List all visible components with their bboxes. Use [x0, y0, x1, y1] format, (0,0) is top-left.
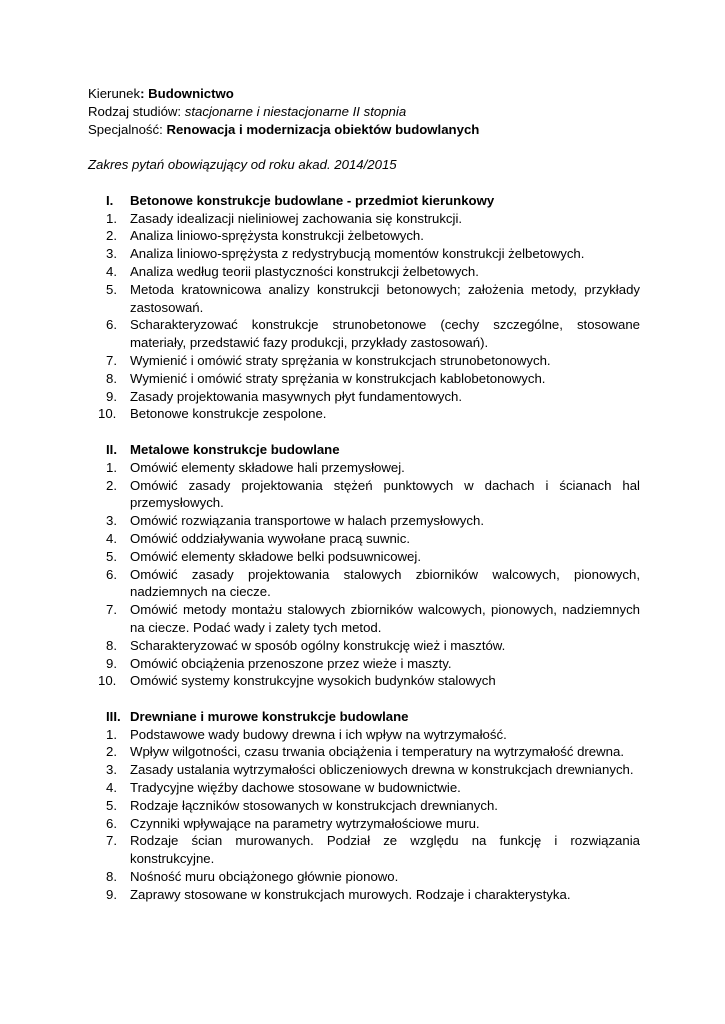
section-title: Metalowe konstrukcje budowlane [130, 441, 340, 457]
section-numeral: I. [106, 192, 114, 208]
item-text: Omówić elementy składowe belki podsuwnicowej. [130, 548, 421, 564]
item-number: 7. [106, 352, 117, 368]
rodzaj-label: Rodzaj studiów: [88, 103, 185, 119]
item-text: Scharakteryzować w sposób ogólny konstrukcję wież i masztów. [130, 637, 506, 653]
list-item [88, 761, 640, 779]
section-numeral: II. [106, 441, 117, 457]
specjalnosc-value: Renowacja i modernizacja obiektów budowlanych [166, 121, 480, 137]
item-text: Omówić elementy składowe hali przemysłowej. [130, 459, 405, 475]
kierunek-label: Kierunek [88, 86, 141, 101]
item-number: 9. [106, 655, 117, 671]
item-number: 10. [98, 673, 117, 689]
list-item [88, 637, 640, 655]
item-number: 4. [106, 530, 117, 546]
sections-container [88, 192, 640, 904]
list-item [88, 726, 640, 744]
item-text: Zaprawy stosowane w konstrukcjach murowych. Rodzaje i charakterystyka. [130, 886, 571, 902]
item-text: Omówić systemy konstrukcyjne wysokich budynków stalowych [130, 673, 496, 689]
list-item [88, 405, 640, 423]
item-number: 9. [106, 388, 117, 404]
item-number: 2. [106, 477, 117, 493]
item-number: 5. [106, 281, 117, 297]
item-number: 6. [106, 317, 117, 333]
item-text: Wymienić i omówić straty sprężania w konstrukcjach strunobetonowych. [130, 352, 551, 368]
item-text: Omówić rozwiązania transportowe w halach przemysłowych. [130, 513, 484, 529]
item-text: Analiza według teorii plastyczności konstrukcji żelbetowych. [130, 263, 479, 279]
item-number: 6. [106, 815, 117, 831]
item-text: Wymienić i omówić straty sprężania w konstrukcjach kablobetonowych. [130, 370, 546, 386]
list-item [88, 210, 640, 228]
list-item [88, 227, 640, 245]
list-item [88, 370, 640, 388]
spacer [88, 138, 640, 156]
item-number: 2. [106, 744, 117, 760]
section-2 [88, 441, 640, 708]
question-list [88, 210, 640, 424]
item-text: Scharakteryzować konstrukcje strunobetonowe (cechy szczególne, stosowane materiały, przedstawić fazy produkcji, przykłady zastosowań). [130, 317, 640, 351]
item-number: 3. [106, 246, 117, 262]
spacer [88, 690, 640, 708]
list-item [88, 477, 640, 513]
item-text: Omówić obciążenia przenoszone przez wieże i maszty. [130, 655, 452, 671]
item-number: 6. [106, 566, 117, 582]
spacer [88, 423, 640, 441]
item-text: Analiza liniowo-sprężysta konstrukcji żelbetowych. [130, 228, 424, 244]
item-text: Wpływ wilgotności, czasu trwania obciążenia i temperatury na wytrzymałość drewna. [130, 744, 624, 760]
item-number: 1. [106, 210, 117, 226]
item-number: 8. [106, 869, 117, 885]
list-item [88, 316, 640, 352]
specjalnosc-line [88, 121, 640, 139]
item-text: Podstawowe wady budowy drewna i ich wpływ na wytrzymałość. [130, 726, 507, 742]
item-text: Rodzaje ścian murowanych. Podział ze względu na funkcję i rozwiązania konstrukcyjne. [130, 833, 640, 867]
section-heading [88, 441, 640, 459]
rodzaj-line [88, 103, 640, 121]
item-number: 8. [106, 370, 117, 386]
zakres-line: Zakres pytań obowiązujący od roku akad. 2014/2015 [88, 157, 397, 173]
item-text: Zasady ustalania wytrzymałości obliczeniowych drewna w konstrukcjach drewnianych. [130, 762, 634, 778]
list-item [88, 352, 640, 370]
item-number: 3. [106, 513, 117, 529]
list-item [88, 779, 640, 797]
list-item [88, 459, 640, 477]
item-number: 3. [106, 762, 117, 778]
question-list [88, 726, 640, 904]
item-text: Zasady idealizacji nieliniowej zachowania się konstrukcji. [130, 210, 463, 226]
item-text: Omówić zasady projektowania stężeń punktowych w dachach i ścianach hal przemysłowych. [130, 477, 640, 511]
rodzaj-value: stacjonarne i niestacjonarne II stopnia [184, 103, 407, 119]
item-text: Omówić zasady projektowania stalowych zbiorników walcowych, pionowych, nadziemnych na ciecze. [130, 566, 640, 600]
list-item [88, 281, 640, 317]
section-numeral: III. [106, 708, 121, 724]
list-item [88, 815, 640, 833]
item-text: Omówić metody montażu stalowych zbiorników walcowych, pionowych, nadziemnych na ciecze. Podać wady i zalety tych metod. [130, 602, 640, 635]
list-item [88, 832, 640, 868]
item-number: 10. [98, 406, 117, 422]
list-item [88, 601, 640, 637]
item-text: Metoda kratownicowa analizy konstrukcji betonowych; założenia metody, przykłady zastosowań. [130, 281, 640, 315]
item-text: Tradycyjne więźby dachowe stosowane w budownictwie. [130, 780, 461, 796]
list-item [88, 548, 640, 566]
item-number: 7. [106, 833, 117, 849]
item-text: Zasady projektowania masywnych płyt fundamentowych. [130, 388, 463, 404]
item-number: 1. [106, 726, 117, 742]
list-item [88, 655, 640, 673]
item-text: Czynniki wpływające na parametry wytrzymałościowe muru. [130, 815, 480, 831]
list-item [88, 743, 640, 761]
list-item [88, 530, 640, 548]
item-text: Analiza liniowo-sprężysta z redystrybucją momentów konstrukcji żelbetowych. [130, 246, 585, 262]
list-item [88, 566, 640, 602]
section-title: Betonowe konstrukcje budowlane - przedmiot kierunkowy [130, 192, 495, 208]
kierunek-value: : Budownictwo [140, 86, 234, 101]
item-text: Omówić oddziaływania wywołane pracą suwnic. [130, 530, 410, 546]
item-text: Betonowe konstrukcje zespolone. [130, 406, 327, 422]
section-title: Drewniane i murowe konstrukcje budowlane [130, 708, 409, 724]
item-number: 8. [106, 637, 117, 653]
section-3 [88, 708, 640, 904]
item-text: Nośność muru obciążonego głównie pionowo. [130, 869, 399, 885]
item-number: 4. [106, 780, 117, 796]
item-text: Rodzaje łączników stosowanych w konstrukcjach drewnianych. [130, 797, 498, 813]
list-item [88, 263, 640, 281]
spacer [88, 174, 640, 192]
item-number: 5. [106, 548, 117, 564]
list-item [88, 886, 640, 904]
kierunek-line [88, 85, 640, 103]
specjalnosc-label: Specjalność: [88, 121, 167, 137]
document-page [88, 85, 640, 904]
question-list [88, 459, 640, 690]
item-number: 9. [106, 886, 117, 902]
list-item [88, 388, 640, 406]
list-item [88, 868, 640, 886]
list-item [88, 797, 640, 815]
item-number: 7. [106, 602, 117, 618]
list-item [88, 245, 640, 263]
section-heading [88, 708, 640, 726]
list-item [88, 512, 640, 530]
list-item [88, 672, 640, 690]
item-number: 2. [106, 228, 117, 244]
item-number: 4. [106, 263, 117, 279]
item-number: 1. [106, 459, 117, 475]
section-heading [88, 192, 640, 210]
item-number: 5. [106, 797, 117, 813]
section-1 [88, 192, 640, 441]
